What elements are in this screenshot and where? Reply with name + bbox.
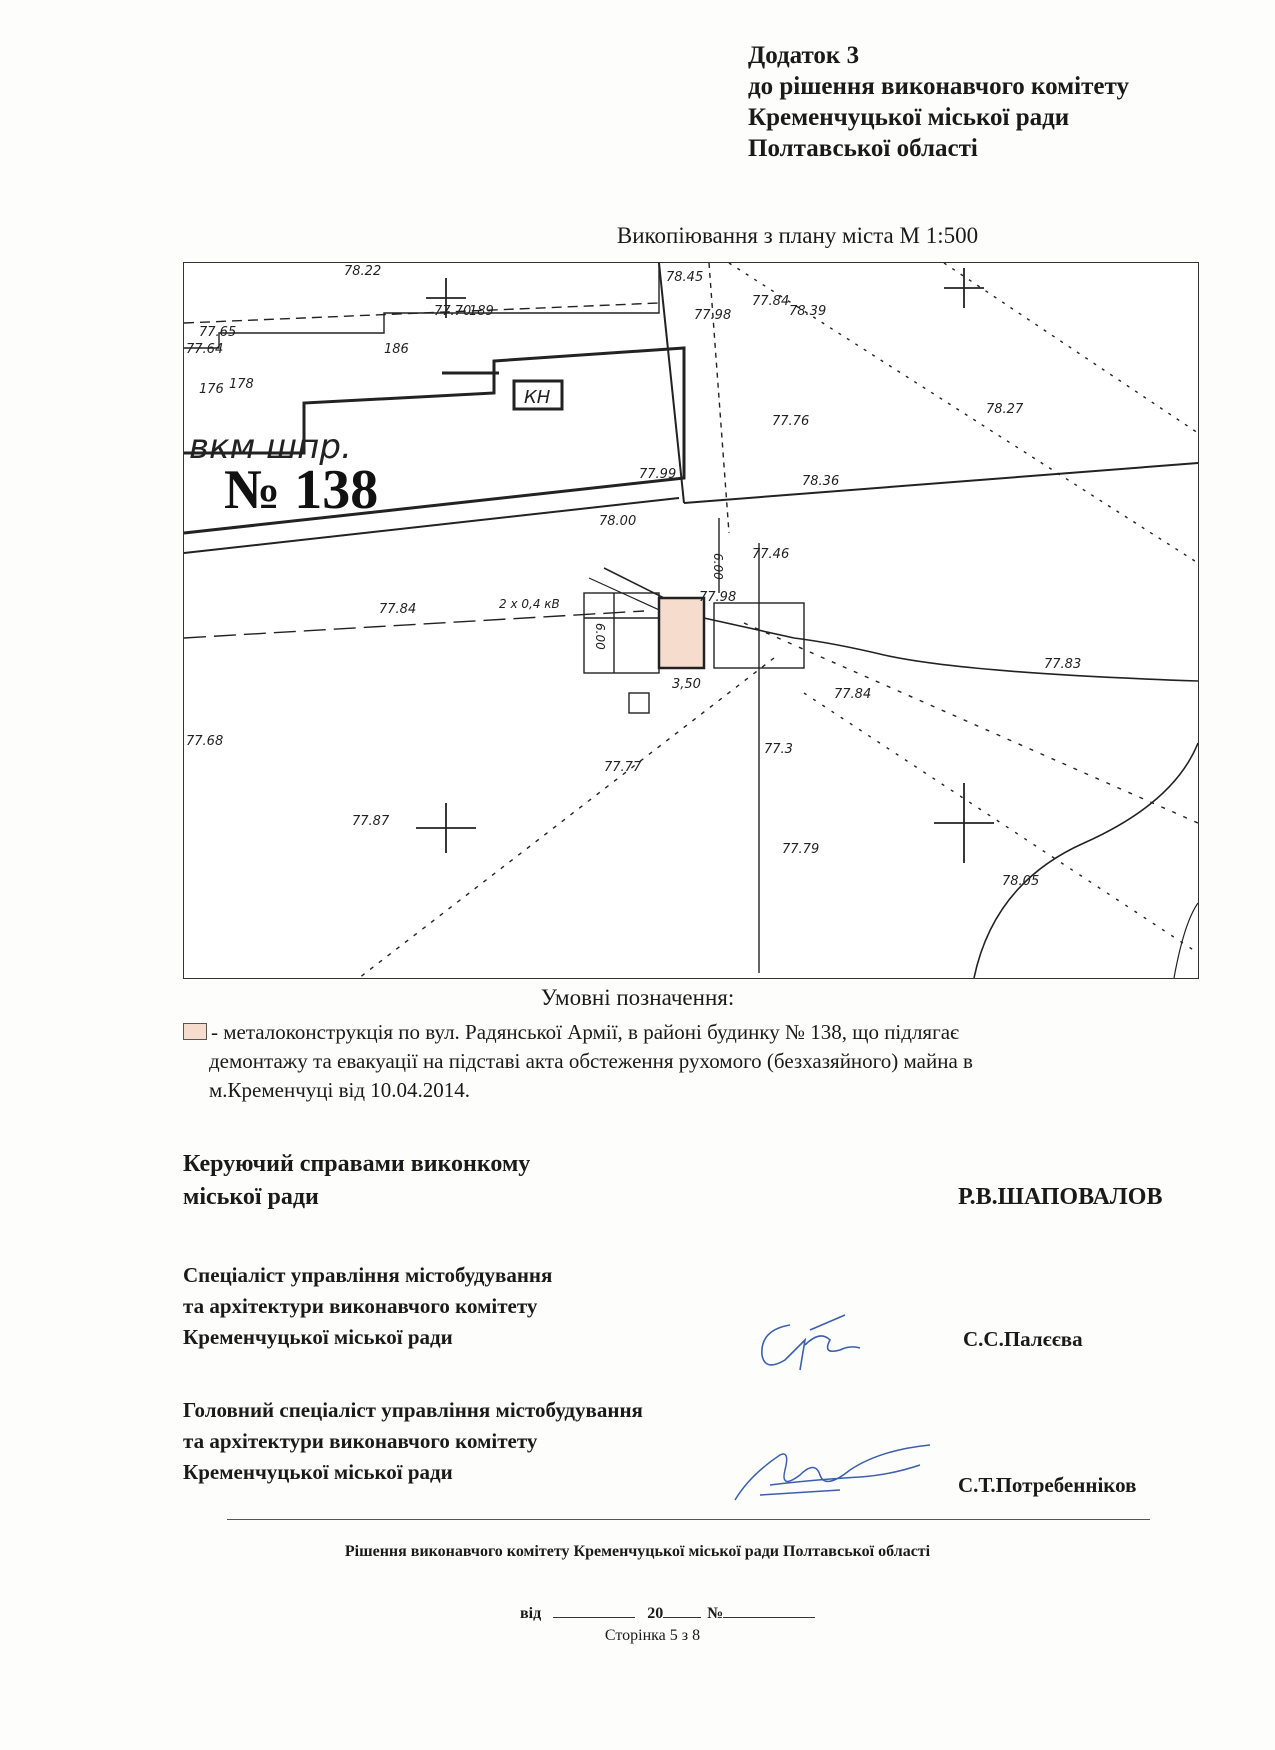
year-prefix: 20 — [647, 1605, 664, 1622]
manager-title-line-1: Керуючий справами виконкому — [183, 1151, 531, 1177]
elevation-label: 77.83 — [1044, 657, 1082, 672]
addendum-line-4: Полтавської області — [748, 135, 978, 162]
from-label: від — [520, 1605, 542, 1622]
chief-title-line-1: Головний спеціаліст управління містобудування — [183, 1398, 643, 1422]
addendum-line-3: Кременчуцької міської ради — [748, 104, 1070, 131]
building-number: № 138 — [224, 459, 379, 521]
addendum-line-2: до рішення виконавчого комітету — [748, 73, 1129, 100]
elevation-label: 176 — [199, 382, 224, 397]
manager-title — [183, 1148, 530, 1214]
addendum-header — [748, 40, 1129, 164]
elevation-label: 77.87 — [352, 814, 390, 829]
chief-name: С.Т.Потребенніков — [958, 1473, 1137, 1497]
specialist-title-line-2: та архітектури виконавчого комітету — [183, 1294, 538, 1318]
elevation-label: 77.79 — [782, 842, 820, 857]
specialist-title-line-3: Кременчуцької міської ради — [183, 1325, 453, 1349]
elevation-label: 78.36 — [802, 474, 840, 489]
street-label: вкм шпр. — [189, 427, 352, 467]
elevation-label: 77.98 — [699, 590, 737, 605]
elevation-label: 78.00 — [599, 514, 637, 529]
manager-title-line-2: міської ради — [183, 1184, 319, 1210]
legend — [183, 1018, 1173, 1105]
elevation-label: 78.27 — [986, 402, 1024, 417]
elevation-label: 77.76 — [772, 414, 810, 429]
specialist-signature — [750, 1310, 880, 1380]
elevation-label: 77.98 — [694, 308, 732, 323]
elevation-label: 77.84 — [834, 687, 872, 702]
addendum-title: Додаток 3 — [748, 42, 860, 69]
footer-date-line — [520, 1603, 815, 1623]
year-blank — [663, 1603, 701, 1618]
elevation-label: 77.99 — [639, 467, 677, 482]
elevation-label: 78.39 — [789, 304, 827, 319]
footer-decision: Рішення виконавчого комітету Кременчуцької міської ради Полтавської області — [344, 1543, 931, 1560]
cable-label: 2 х 0,4 кВ — [499, 597, 560, 611]
elevation-label: 77.64 — [186, 342, 224, 357]
specialist-name: С.С.Палєєва — [963, 1327, 1083, 1351]
chief-title-line-3: Кременчуцької міської ради — [183, 1460, 453, 1484]
elevation-label: 186 — [384, 342, 409, 357]
elevation-label: 77.46 — [752, 547, 790, 562]
elevation-label: 77.84 — [752, 294, 790, 309]
elevation-label: 77.70 — [434, 304, 472, 319]
map-caption — [0, 223, 1275, 249]
legend-text-2: демонтажу та евакуації на підставі акта обстеження рухомого (безхазяйного) майна в — [209, 1049, 973, 1073]
dimension-length: 6.00 — [711, 553, 725, 580]
city-plan-map — [183, 262, 1199, 979]
number-blank — [723, 1603, 815, 1618]
metal-structure-highlight — [659, 598, 704, 668]
specialist-title — [183, 1260, 552, 1353]
map-drawing — [184, 263, 1198, 978]
dimension-side: 6.00 — [593, 623, 607, 650]
elevation-label: 189 — [469, 304, 494, 319]
chief-signature — [720, 1435, 940, 1515]
elevation-label: 78.22 — [344, 264, 382, 279]
specialist-title-line-1: Спеціаліст управління містобудування — [183, 1263, 553, 1287]
elevation-label: 77.3 — [764, 742, 793, 757]
number-label: № — [707, 1605, 724, 1622]
elevation-label: 77.84 — [379, 602, 417, 617]
elevation-label: 78.45 — [666, 270, 704, 285]
date-blank — [553, 1603, 635, 1618]
elevation-label: 77.77 — [604, 760, 642, 775]
map-caption-text: Викопіювання з плану міста М 1:500 — [616, 223, 979, 248]
dimension-width: 3,50 — [672, 677, 701, 692]
legend-text-3: м.Кременчуці від 10.04.2014. — [209, 1078, 471, 1102]
building-mark: КН — [524, 387, 551, 408]
legend-text-1: - металоконструкція по вул. Радянської Армії, в районі будинку № 138, що підлягає — [211, 1020, 960, 1044]
chief-title — [183, 1395, 643, 1488]
legend-title: Умовні позначення: — [540, 985, 735, 1010]
elevation-label: 77.65 — [199, 325, 237, 340]
elevation-label: 178 — [229, 377, 254, 392]
chief-title-line-2: та архітектури виконавчого комітету — [183, 1429, 538, 1453]
elevation-label: 78.05 — [1002, 874, 1040, 889]
footer-divider — [227, 1519, 1150, 1520]
page-number: Сторінка 5 з 8 — [604, 1627, 701, 1644]
manager-name: Р.В.ШАПОВАЛОВ — [958, 1184, 1163, 1210]
legend-swatch — [183, 1023, 207, 1040]
elevation-label: 77.68 — [186, 734, 224, 749]
